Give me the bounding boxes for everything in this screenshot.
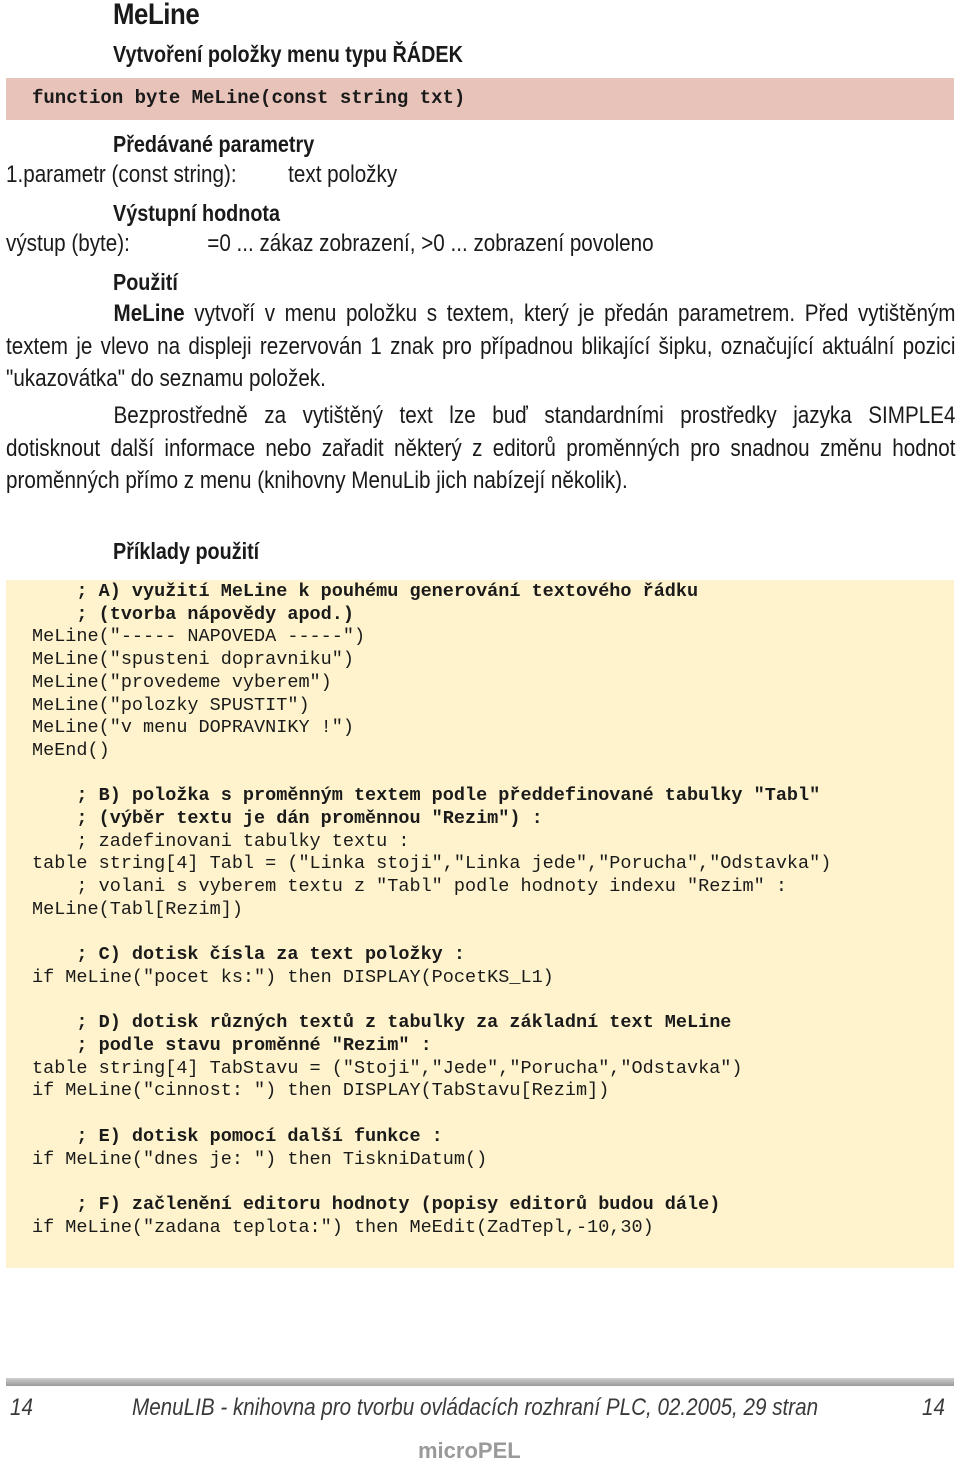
- output-value: =0 ... zákaz zobrazení, >0 ... zobrazení povoleno: [207, 230, 654, 257]
- param-label: 1.parametr (const string):: [6, 161, 237, 188]
- code-line: MeLine("----- NAPOVEDA -----"): [32, 626, 366, 648]
- examples-heading: Příklady použití: [113, 538, 260, 564]
- params-heading: Předávané parametry: [113, 131, 315, 157]
- function-signature: function byte MeLine(const string txt): [32, 87, 466, 109]
- code-line: table string[4] TabStavu = ("Stoji","Jede","Porucha","Odstavka"): [32, 1057, 743, 1079]
- usage-text-2: Bezprostředně za vytištěný text lze buď standardními prostředky jazyka SIMPLE4 dotisknout další informace nebo zařadit některý z editorů proměnných pro snadnou změnu hodnot proměnných přímo z menu (knihovny MenuLib jich nabízejí několik).: [6, 402, 956, 494]
- code-line: ; C) dotisk čísla za text položky :: [32, 944, 465, 966]
- code-line: MeLine("polozky SPUSTIT"): [32, 694, 310, 716]
- code-line: table string[4] Tabl = ("Linka stoji","Linka jede","Porucha","Odstavka"): [32, 853, 832, 875]
- code-line: if MeLine("pocet ks:") then DISPLAY(PocetKS_L1): [32, 966, 554, 988]
- code-line: ; zadefinovani tabulky textu :: [32, 830, 410, 852]
- code-line: ; D) dotisk různých textů z tabulky za základní text MeLine: [32, 1012, 732, 1034]
- code-line: MeLine("spusteni dopravniku"): [32, 649, 354, 671]
- param-value: text položky: [288, 161, 398, 188]
- page-subtitle: Vytvoření položky menu typu ŘÁDEK: [113, 41, 463, 67]
- footer-rule: [6, 1378, 954, 1386]
- code-line: ; podle stavu proměnné "Rezim" :: [32, 1035, 432, 1057]
- code-line: ; A) využití MeLine k pouhému generování textového řádku: [32, 581, 699, 602]
- usage-keyword: MeLine: [113, 300, 185, 327]
- output-heading: Výstupní hodnota: [113, 200, 281, 226]
- usage-paragraph-2: [6, 400, 955, 498]
- code-line: ; E) dotisk pomocí další funkce :: [32, 1125, 443, 1147]
- output-label: výstup (byte):: [6, 230, 130, 257]
- code-line: MeLine("provedeme vyberem"): [32, 671, 332, 693]
- logo-text: microPEL: [418, 1438, 521, 1463]
- page-number-left: 14: [10, 1394, 33, 1421]
- code-line: MeLine("v menu DOPRAVNIKY !"): [32, 717, 354, 739]
- code-line: if MeLine("zadana teplota:") then MeEdit(ZadTepl,-10,30): [32, 1216, 654, 1238]
- usage-paragraph-1: [6, 298, 955, 396]
- code-line: MeLine(Tabl[Rezim]): [32, 898, 243, 920]
- code-line: MeEnd(): [32, 739, 110, 761]
- code-line: ; (výběr textu je dán proměnnou "Rezim") :: [32, 808, 543, 830]
- footer-text: MenuLIB - knihovna pro tvorbu ovládacích rozhraní PLC, 02.2005, 29 stran: [132, 1394, 819, 1421]
- code-line: ; F) začlenění editoru hodnoty (popisy editorů budou dále): [32, 1193, 721, 1215]
- code-line: ; B) položka s proměnným textem podle předdefinované tabulky "Tabl": [32, 785, 821, 807]
- param-row: [6, 161, 397, 189]
- usage-text-1: vytvoří v menu položku s textem, který je předán parametrem. Před vytištěným textem je vlevo na displeji rezervován 1 znak pro případnou blikající šipku, označující aktuální pozici "ukazovátka" do seznamu položek.: [6, 300, 956, 392]
- code-block: [32, 581, 831, 1239]
- code-line: if MeLine("dnes je: ") then TiskniDatum(): [32, 1148, 488, 1170]
- code-line: ; volani s vyberem textu z "Tabl" podle hodnoty indexu "Rezim" :: [32, 876, 787, 898]
- code-line: if MeLine("cinnost: ") then DISPLAY(TabStavu[Rezim]): [32, 1080, 610, 1102]
- code-line: ; (tvorba nápovědy apod.): [32, 603, 354, 625]
- page-title: MeLine: [113, 0, 200, 31]
- usage-heading: Použití: [113, 269, 178, 295]
- output-row: [6, 230, 654, 258]
- micropel-logo-icon: [418, 1430, 550, 1464]
- page-number-right: 14: [922, 1394, 945, 1421]
